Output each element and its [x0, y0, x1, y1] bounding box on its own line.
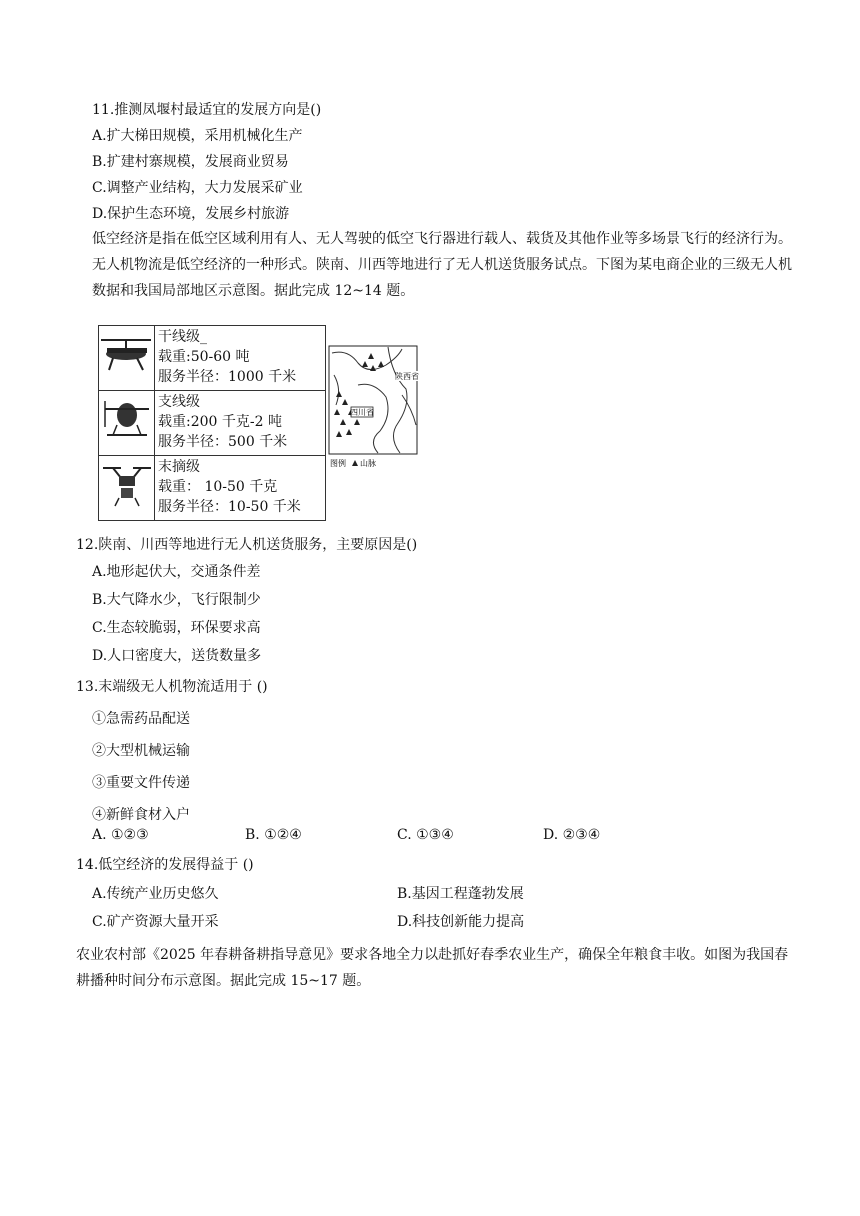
- q13-option-a: A. ①②③: [92, 827, 149, 843]
- q13-item-2: ②大型机械运输: [92, 743, 190, 759]
- passenger-drone-icon: [99, 391, 154, 451]
- table-row: [99, 391, 326, 456]
- q13-option-b: B. ①②④: [245, 827, 302, 843]
- q12-option-d: D.人口密度大，送货数量多: [92, 648, 262, 664]
- table-row: [99, 456, 326, 521]
- map-figure: [328, 345, 420, 469]
- uav-info-terminal: [155, 456, 326, 521]
- q11-option-a: A.扩大梯田规模，采用机械化生产: [92, 128, 303, 144]
- map-legend-label: 图例: [330, 459, 346, 468]
- q11-stem: 11.推测凤堰村最适宜的发展方向是(): [92, 102, 322, 118]
- uav-info-trunk: [155, 326, 326, 391]
- uav-level-name: 干线级_: [158, 329, 207, 345]
- q13-item-3: ③重要文件传递: [92, 775, 190, 791]
- q13-option-d: D. ②③④: [543, 827, 601, 843]
- map-label-shaanxi: 陕西省: [395, 372, 419, 381]
- uav-level-name: 末摘级: [158, 459, 200, 475]
- uav-load: 载重:50-60 吨: [158, 349, 250, 365]
- uav-radius: 服务半径：10-50 千米: [158, 499, 301, 515]
- uav-image-cell: [99, 456, 155, 521]
- q11-option-c: C.调整产业结构，大力发展采矿业: [92, 180, 303, 196]
- q14-option-c: C.矿产资源大量开采: [92, 914, 219, 930]
- regional-map: [328, 345, 420, 469]
- uav-image-cell: [99, 326, 155, 391]
- passage-spring-farming: 农业农村部《2025 年春耕备耕指导意见》要求各地全力以赴抓好春季农业生产，确保全年粮食丰收。如图为我国春耕播种时间分布示意图。据此完成 15~17 题。: [76, 947, 789, 989]
- q12-option-c: C.生态较脆弱，环保要求高: [92, 620, 261, 636]
- uav-image-cell: [99, 391, 155, 456]
- q12-stem: 12.陕南、川西等地进行无人机送货服务，主要原因是(): [76, 537, 418, 553]
- q11-option-d: D.保护生态环境，发展乡村旅游: [92, 206, 290, 222]
- q13-stem: 13.末端级无人机物流适用于 (): [76, 679, 268, 695]
- map-legend-mountain: 山脉: [360, 459, 376, 468]
- uav-data-table: [98, 325, 326, 521]
- q11-option-b: B.扩建村寨规模，发展商业贸易: [92, 154, 289, 170]
- q12-option-a: A.地形起伏大，交通条件差: [92, 564, 261, 580]
- table-row: [99, 326, 326, 391]
- quadcopter-icon: [99, 456, 154, 516]
- q14-option-b: B.基因工程蓬勃发展: [397, 886, 524, 902]
- q14-option-a: A.传统产业历史悠久: [92, 886, 219, 902]
- map-label-sichuan: 四川省: [350, 408, 374, 417]
- uav-level-name: 支线级: [158, 394, 200, 410]
- passage-low-altitude-economy: 低空经济是指在低空区域利用有人、无人驾驶的低空飞行器进行载人、载货及其他作业等多场景飞行的经济行为。无人机物流是低空经济的一种形式。陕南、川西等地进行了无人机送货服务试点。下图为某电商企业的三级无人机数据和我国局部地区示意图。据此完成 12~14 题。: [92, 231, 792, 299]
- q14-option-d: D.科技创新能力提高: [397, 914, 525, 930]
- uav-info-branch: [155, 391, 326, 456]
- q12-option-b: B.大气降水少，飞行限制少: [92, 592, 261, 608]
- uav-radius: 服务半径：1000 千米: [158, 369, 297, 385]
- uav-radius: 服务半径：500 千米: [158, 434, 288, 450]
- q13-item-1: ①急需药品配送: [92, 711, 190, 727]
- uav-load: 载重:200 千克-2 吨: [158, 414, 282, 430]
- mountain-legend-icon: [352, 460, 358, 466]
- uav-load: 载重： 10-50 千克: [158, 479, 278, 495]
- q13-item-4: ④新鲜食材入户: [92, 807, 190, 823]
- q13-option-c: C. ①③④: [397, 827, 454, 843]
- q14-stem: 14.低空经济的发展得益于 (): [76, 857, 254, 873]
- large-drone-icon: [99, 326, 154, 386]
